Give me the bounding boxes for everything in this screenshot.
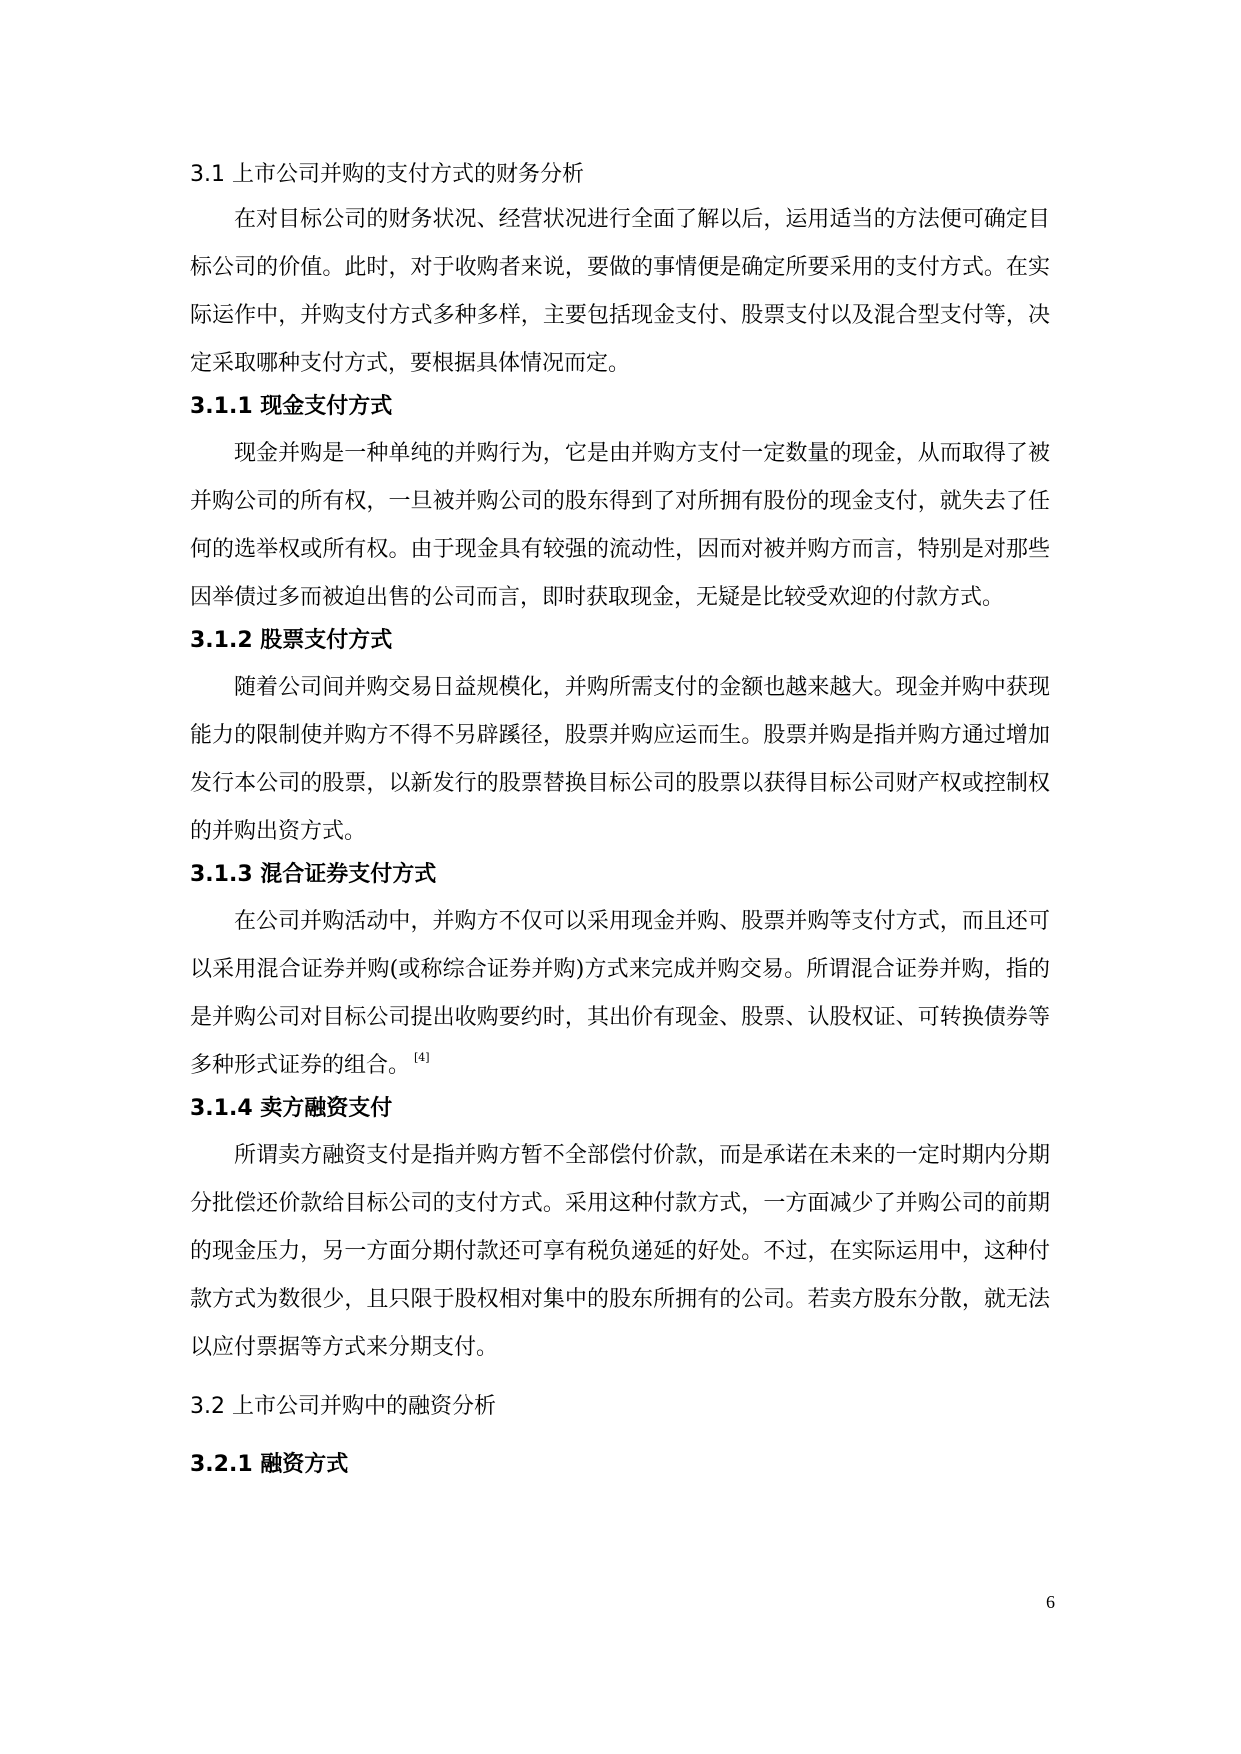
spacer: [190, 1376, 1050, 1392]
subsection-3-1-3-text: 在公司并购活动中，并购方不仅可以采用现金并购、股票并购等支付方式，而且还可以采用混合证券并购(或称综合证券并购)方式来完成并购交易。所谓混合证券并购，指的是并购公司对目标公司提出收购要约时，其出价有现金、股票、认股权证、可转换债券等多种形式证券的组合。: [190, 909, 1050, 1078]
subsection-heading-3-1-2: 3.1.2 股票支付方式: [190, 628, 393, 653]
citation-reference: [4]: [414, 1051, 430, 1064]
subsection-3-1-2-paragraph: 随着公司间并购交易日益规模化，并购所需支付的金额也越来越大。现金并购中获现能力的限制使并购方不得不另辟蹊径，股票并购应运而生。股票并购是指并购方通过增加发行本公司的股票，以新发行的股票替换目标公司的股票以获得目标公司财产权或控制权的并购出资方式。: [190, 675, 1050, 844]
subsection-3-1-1-paragraph: 现金并购是一种单纯的并购行为，它是由并购方支付一定数量的现金，从而取得了被并购公司的所有权，一旦被并购公司的股东得到了对所拥有股份的现金支付，就失去了任何的选举权或所有权。由于现金具有较强的流动性，因而对被并购方而言，特别是对那些因举债过多而被迫出售的公司而言，即时获取现金，无疑是比较受欢迎的付款方式。: [190, 441, 1050, 610]
section-heading-3-1: 3.1 上市公司并购的支付方式的财务分析: [190, 162, 584, 187]
subsection-3-1-3-paragraph: [190, 898, 1050, 1090]
page-content: [190, 160, 1050, 1488]
spacer: [190, 1428, 1050, 1450]
page-number: 6: [1046, 1592, 1055, 1612]
subsection-heading-3-1-3: 3.1.3 混合证券支付方式: [190, 862, 437, 887]
subsection-3-1-4-paragraph: 所谓卖方融资支付是指并购方暂不全部偿付价款，而是承诺在未来的一定时期内分期分批偿还价款给目标公司的支付方式。采用这种付款方式，一方面减少了并购公司的前期的现金压力，另一方面分期付款还可享有税负递延的好处。不过，在实际运用中，这种付款方式为数很少，且只限于股权相对集中的股东所拥有的公司。若卖方股东分散，就无法以应付票据等方式来分期支付。: [190, 1143, 1050, 1360]
section-heading-3-2: 3.2 上市公司并购中的融资分析: [190, 1394, 496, 1419]
subsection-heading-3-1-4: 3.1.4 卖方融资支付: [190, 1096, 393, 1121]
section-3-1-paragraph: 在对目标公司的财务状况、经营状况进行全面了解以后，运用适当的方法便可确定目标公司的价值。此时，对于收购者来说，要做的事情便是确定所要采用的支付方式。在实际运作中，并购支付方式多种多样，主要包括现金支付、股票支付以及混合型支付等，决定采取哪种支付方式，要根据具体情况而定。: [190, 207, 1050, 376]
subsection-heading-3-1-1: 3.1.1 现金支付方式: [190, 394, 393, 419]
subsection-heading-3-2-1: 3.2.1 融资方式: [190, 1452, 349, 1477]
